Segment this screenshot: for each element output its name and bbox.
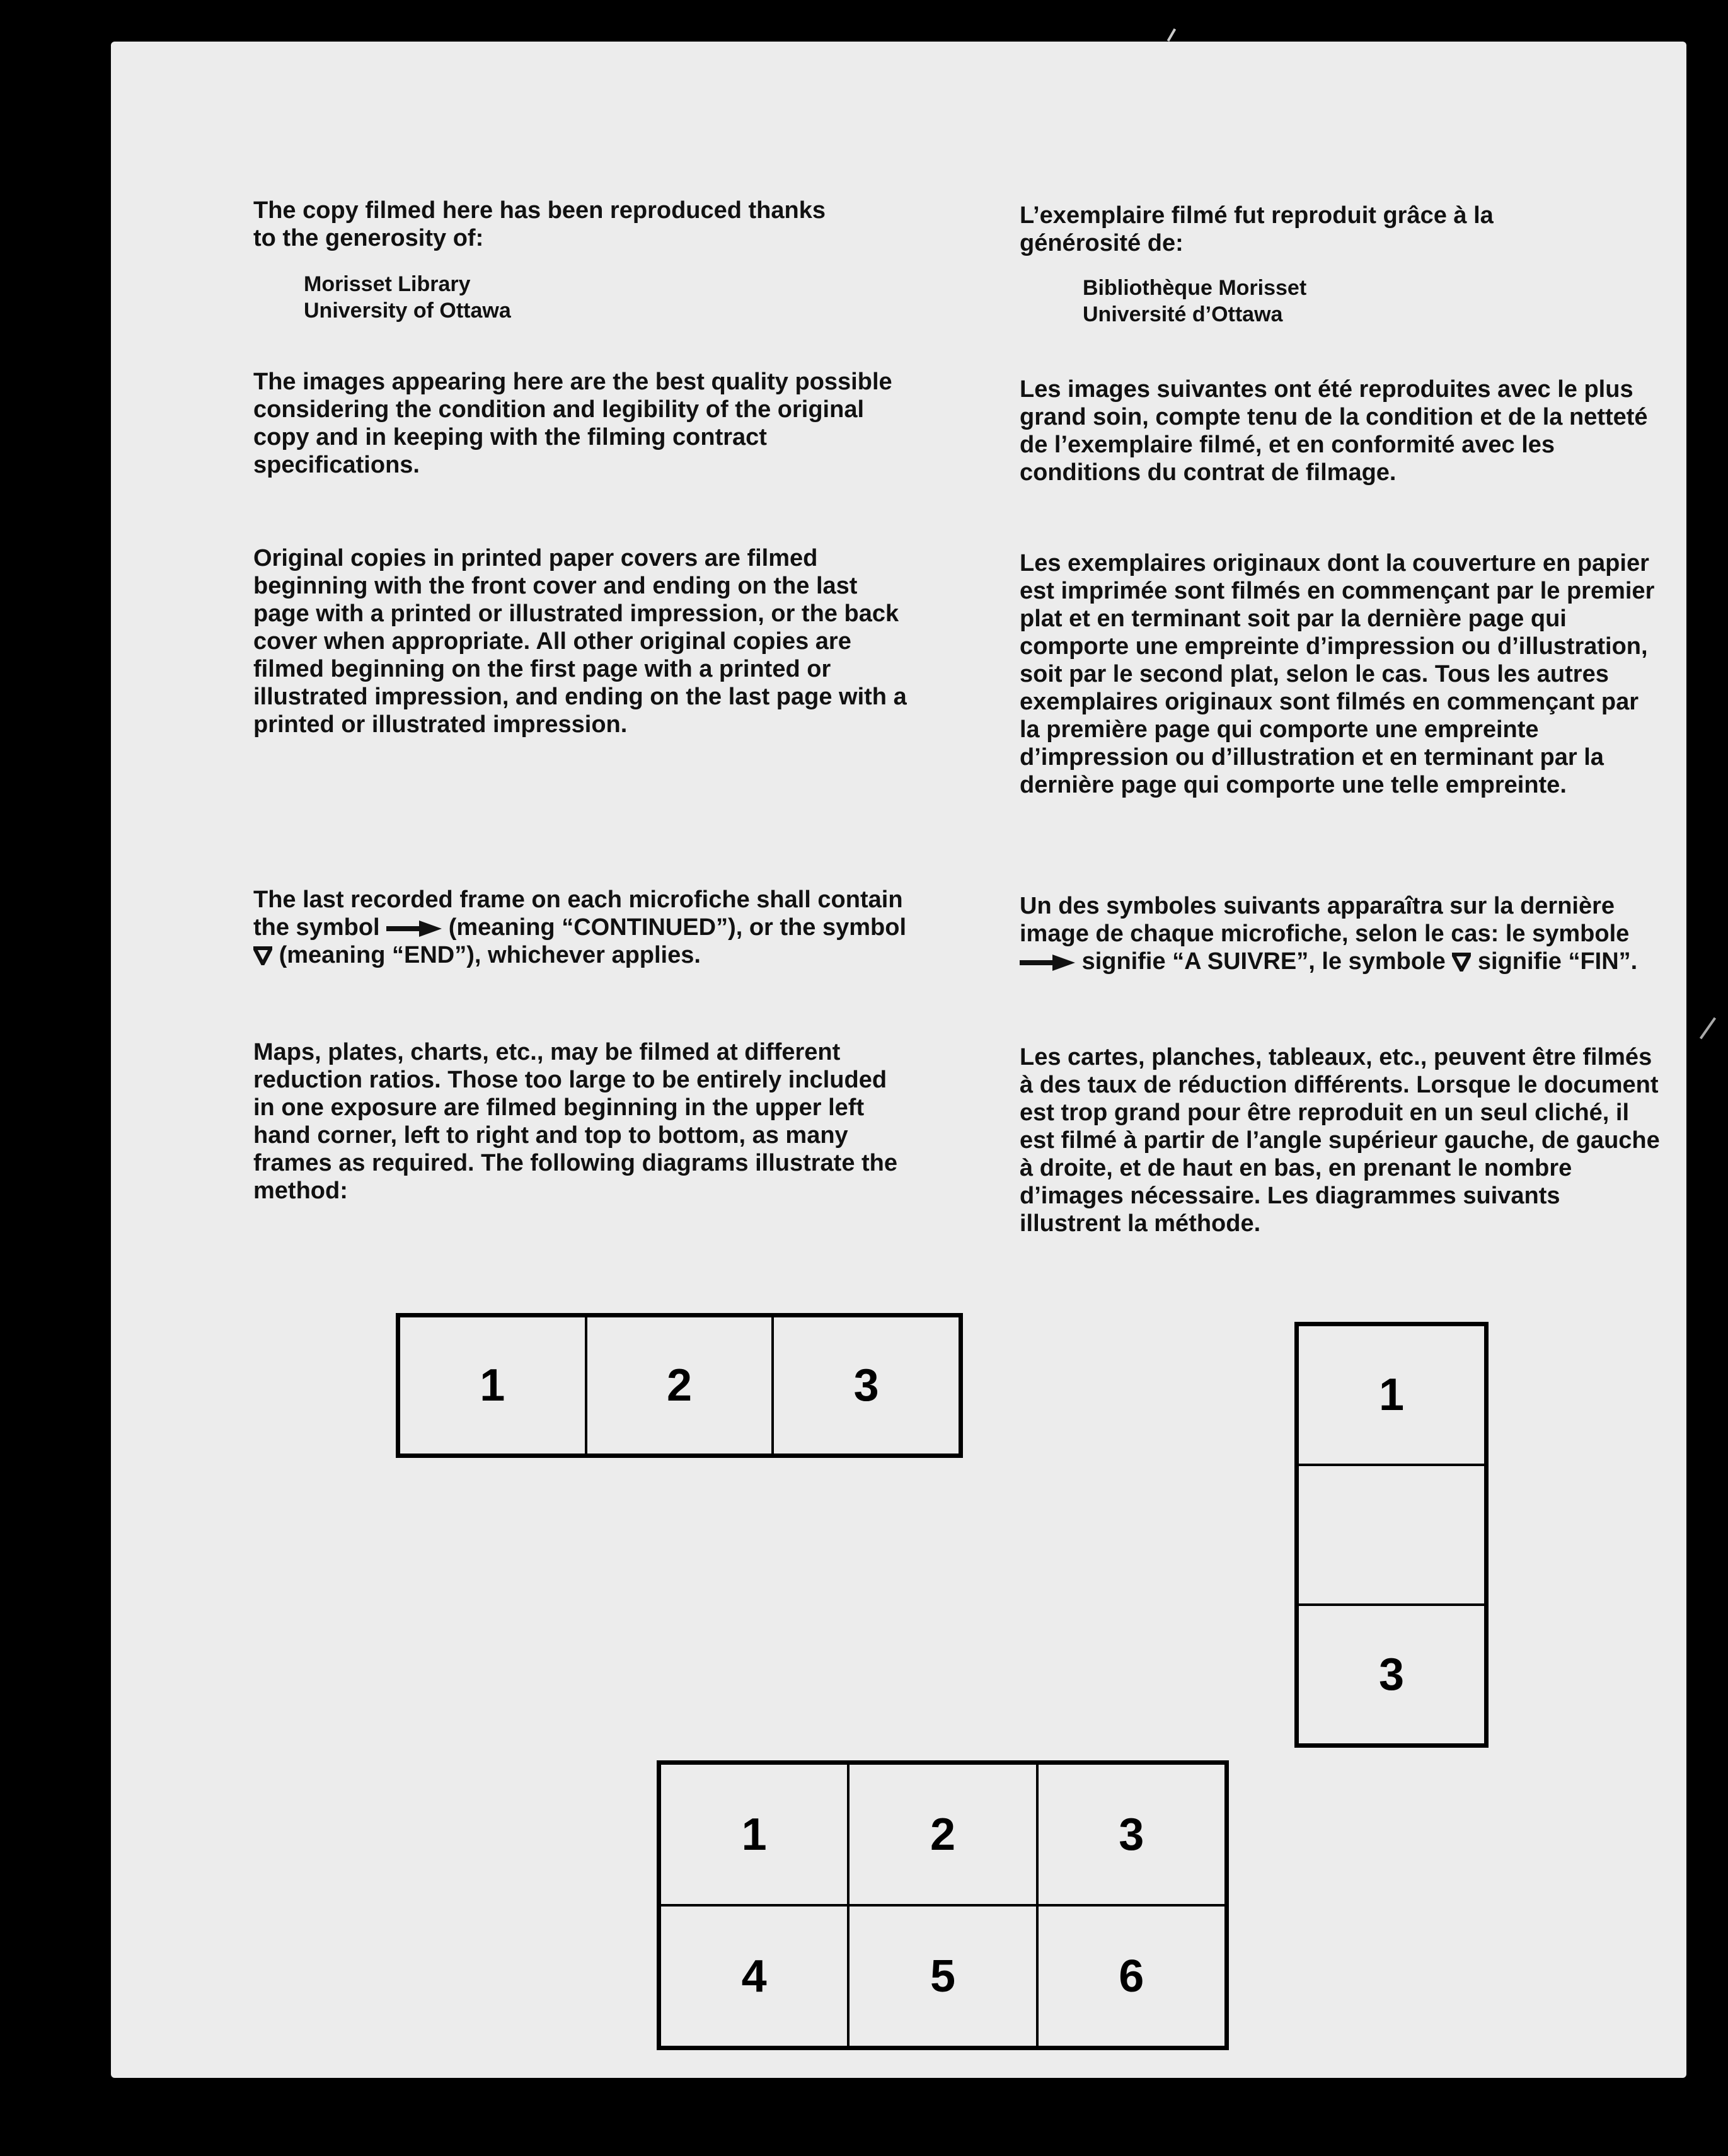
vertical-frame-diagram	[1294, 1322, 1489, 1748]
french-library	[1083, 275, 1306, 328]
english-intro-line1: The copy filmed here has been reproduced thanks	[253, 197, 826, 224]
end-triangle-icon	[253, 946, 272, 965]
fin-triangle-icon	[1452, 953, 1471, 972]
french-library-institution: Université d’Ottawa	[1083, 302, 1283, 326]
diagram-frame-cell	[1298, 1465, 1485, 1605]
diagram-frame-cell: 6	[1037, 1905, 1226, 2047]
diagram-frame-cell: 1	[399, 1316, 586, 1455]
english-images-paragraph: The images appearing here are the best quality possible considering the condition and legibility of the original copy and in keeping with the filming contract specifications.	[253, 369, 892, 478]
french-intro-line2: générosité de:	[1020, 230, 1184, 256]
french-library-name: Bibliothèque Morisset	[1083, 276, 1307, 300]
english-frame-text-c: (meaning “END”), whichever applies.	[279, 942, 701, 968]
diagram-frame-cell: 5	[848, 1905, 1037, 2047]
french-frame-text-a: Un des symboles suivants apparaîtra sur la dernière image de chaque microfiche, selon le cas: le symbole	[1020, 893, 1630, 947]
english-intro	[253, 197, 909, 252]
french-intro-line1: L’exemplaire filmé fut reproduit grâce à la	[1020, 202, 1494, 229]
diagram-frame-cell: 3	[1037, 1763, 1226, 1905]
diagram-frame-cell: 1	[660, 1763, 848, 1905]
english-library-name: Morisset Library	[304, 272, 471, 296]
english-originals-paragraph: Original copies in printed paper covers are filmed beginning with the front cover and ending on the last page with a printed or illustrated impression, or the back cover when appropriate. All other original copies are filmed beginning on the first page with a printed or illustrated impression, and ending on the last page with a printed or illustrated impression.	[253, 545, 907, 738]
english-maps-paragraph: Maps, plates, charts, etc., may be filmed at different reduction ratios. Those too large to be entirely included in one exposure are filmed beginning in the upper left hand corner, left to right and top to bottom, as many frames as required. The following diagrams illustrate the method:	[253, 1039, 898, 1204]
diagram-frame-cell: 2	[848, 1763, 1037, 1905]
microfiche-target-page	[111, 42, 1686, 2078]
diagram-frame-cell: 3	[773, 1316, 960, 1455]
french-frame-text-b: signifie “A SUIVRE”, le symbole	[1081, 948, 1446, 975]
diagram-frame-cell: 2	[586, 1316, 773, 1455]
french-frame-paragraph	[1020, 892, 1662, 975]
french-intro	[1020, 202, 1662, 257]
french-maps-paragraph: Les cartes, planches, tableaux, etc., peuvent être filmés à des taux de réduction différents. Lorsque le document est trop grand pour être reproduit en un seul cliché, il est filmé à partir de l’angle supérieur gauche, de gauche à droite, et de haut en bas, en prenant le nombre d’images nécessaire. Les diagrammes suivants illustrent la méthode.	[1020, 1044, 1660, 1237]
english-library-institution: University of Ottawa	[304, 299, 511, 323]
english-frame-text-b: (meaning “CONTINUED”), or the symbol	[448, 914, 907, 941]
diagram-frame-cell: 4	[660, 1905, 848, 2047]
diagram-frame-cell: 3	[1298, 1605, 1485, 1745]
english-frame-text-a: The last recorded frame on each microfiche shall contain the symbol	[253, 886, 903, 941]
french-images-paragraph: Les images suivantes ont été reproduites avec le plus grand soin, compte tenu de la condition et de la netteté de l’exemplaire filmé, et en conformité avec les conditions du contrat de filmage.	[1020, 376, 1648, 486]
french-originals-paragraph: Les exemplaires originaux dont la couverture en papier est imprimée sont filmés en commençant par le premier plat et en terminant soit par la dernière page qui comporte une empreinte d’impression ou d’illustration, soit par le second plat, selon le cas. Tous les autres exemplaires originaux sont filmés en commençant par la première page qui comporte une empreinte d’impression ou d’illustration et en terminant par la dernière page qui comporte une telle empreinte.	[1020, 550, 1655, 798]
scan-speck	[1700, 1017, 1716, 1039]
horizontal-frame-diagram	[396, 1313, 963, 1458]
english-frame-paragraph	[253, 886, 909, 969]
french-frame-text-c: signifie “FIN”.	[1477, 948, 1638, 975]
continued-arrow-icon	[386, 920, 442, 938]
a-suivre-arrow-icon	[1020, 954, 1075, 972]
diagram-frame-cell: 1	[1298, 1325, 1485, 1465]
grid-frame-diagram	[657, 1760, 1229, 2050]
english-library	[304, 271, 511, 324]
english-intro-line2: to the generosity of:	[253, 225, 484, 251]
